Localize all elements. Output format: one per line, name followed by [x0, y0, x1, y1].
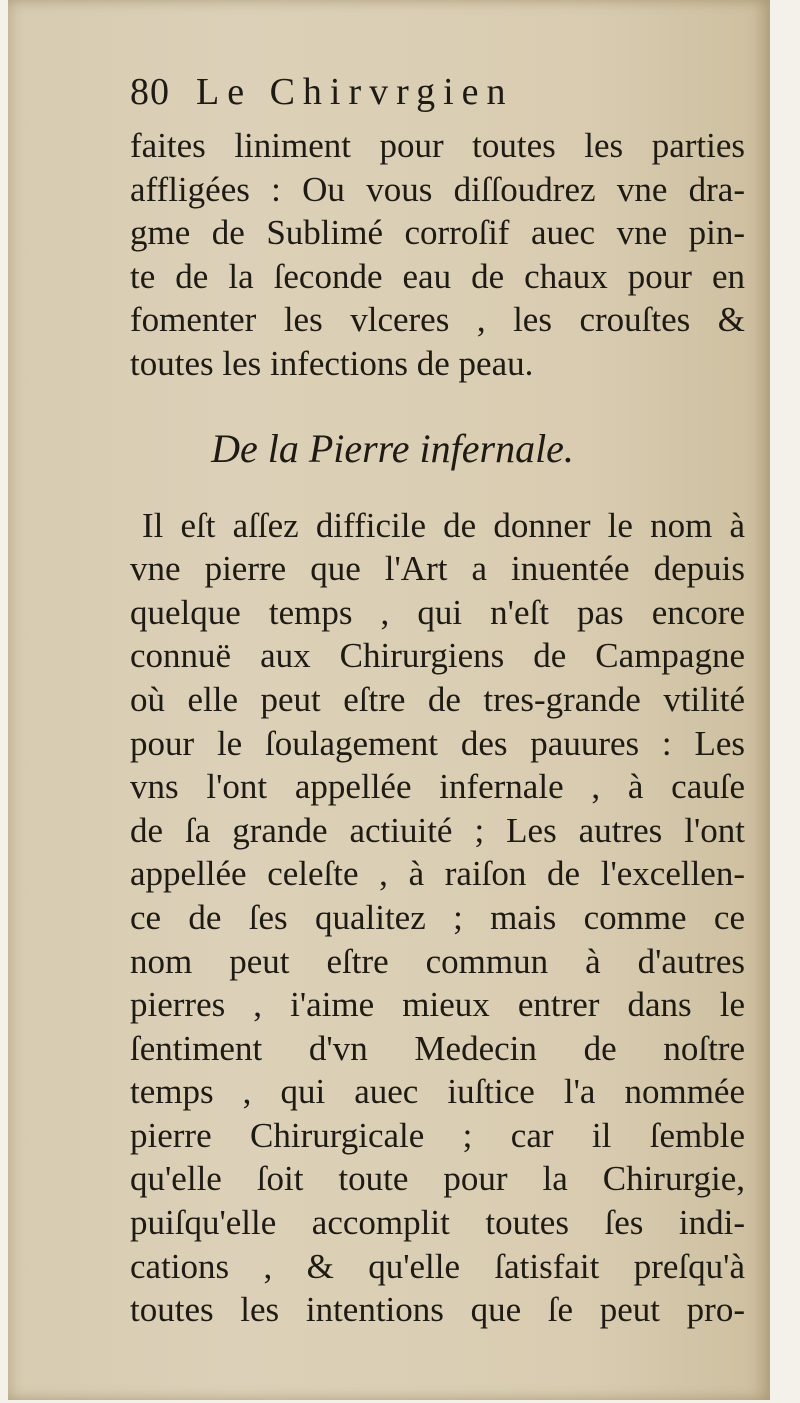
- text-line: connuë aux Chirurgiens de Campagne: [130, 636, 745, 676]
- text-line: Il eſt aſſez difficile de donner le nom à: [142, 505, 745, 545]
- text-line: cations , & qu'elle ſatisfait preſqu'à: [130, 1246, 745, 1286]
- text-line: ſentiment d'vn Medecin de noſtre: [130, 1028, 745, 1068]
- text-line: ce de ſes qualitez ; mais comme ce: [130, 897, 745, 937]
- text-line: toutes les intentions que ſe peut pro-: [130, 1290, 745, 1330]
- text-line: qu'elle ſoit toute pour la Chirurgie,: [130, 1159, 745, 1199]
- text-line: vns l'ont appellée infernale , à cauſe: [130, 767, 745, 807]
- text-line: temps , qui auec iuſtice l'a nommée: [130, 1072, 745, 1112]
- text-line: nom peut eſtre commun à d'autres: [130, 941, 745, 981]
- text-line: de ſa grande actiuité ; Les autres l'ont: [130, 810, 745, 850]
- section-title: De la Pierre infernale.: [211, 425, 574, 471]
- text-line: pierres , i'aime mieux entrer dans le: [130, 985, 745, 1025]
- text-line: où elle peut eſtre de tres-grande vtilité: [130, 679, 745, 719]
- text-line: vne pierre que l'Art a inuentée depuis: [130, 549, 745, 589]
- page-header: [130, 70, 745, 124]
- text-line: puiſqu'elle accomplit toutes ſes indi-: [130, 1203, 745, 1243]
- text-line: pierre Chirurgicale ; car il ſemble: [130, 1115, 745, 1155]
- text-line: toutes les infections de peau.: [130, 343, 534, 383]
- paragraph-1: [130, 124, 745, 386]
- text-line: gme de Sublimé corroſif auec vne pin-: [130, 213, 745, 253]
- text-line: appellée celeſte , à raiſon de l'excellen-: [130, 854, 745, 894]
- text-line: te de la ſeconde eau de chaux pour en: [130, 256, 745, 296]
- page-text: [130, 70, 745, 1332]
- text-line: fomenter les vlceres , les crouſtes &: [130, 300, 745, 340]
- text-line: faites liniment pour toutes les parties: [130, 126, 745, 165]
- paragraph-2: [130, 504, 745, 1332]
- text-line: pour le ſoulagement des pauures : Les: [130, 723, 745, 763]
- text-line: quelque temps , qui n'eſt pas encore: [130, 592, 745, 632]
- page-number: 80: [130, 71, 170, 113]
- running-title: Le Chirvrgien: [196, 71, 514, 113]
- text-line: affligées : Ou vous diſſoudrez vne dra-: [130, 169, 745, 209]
